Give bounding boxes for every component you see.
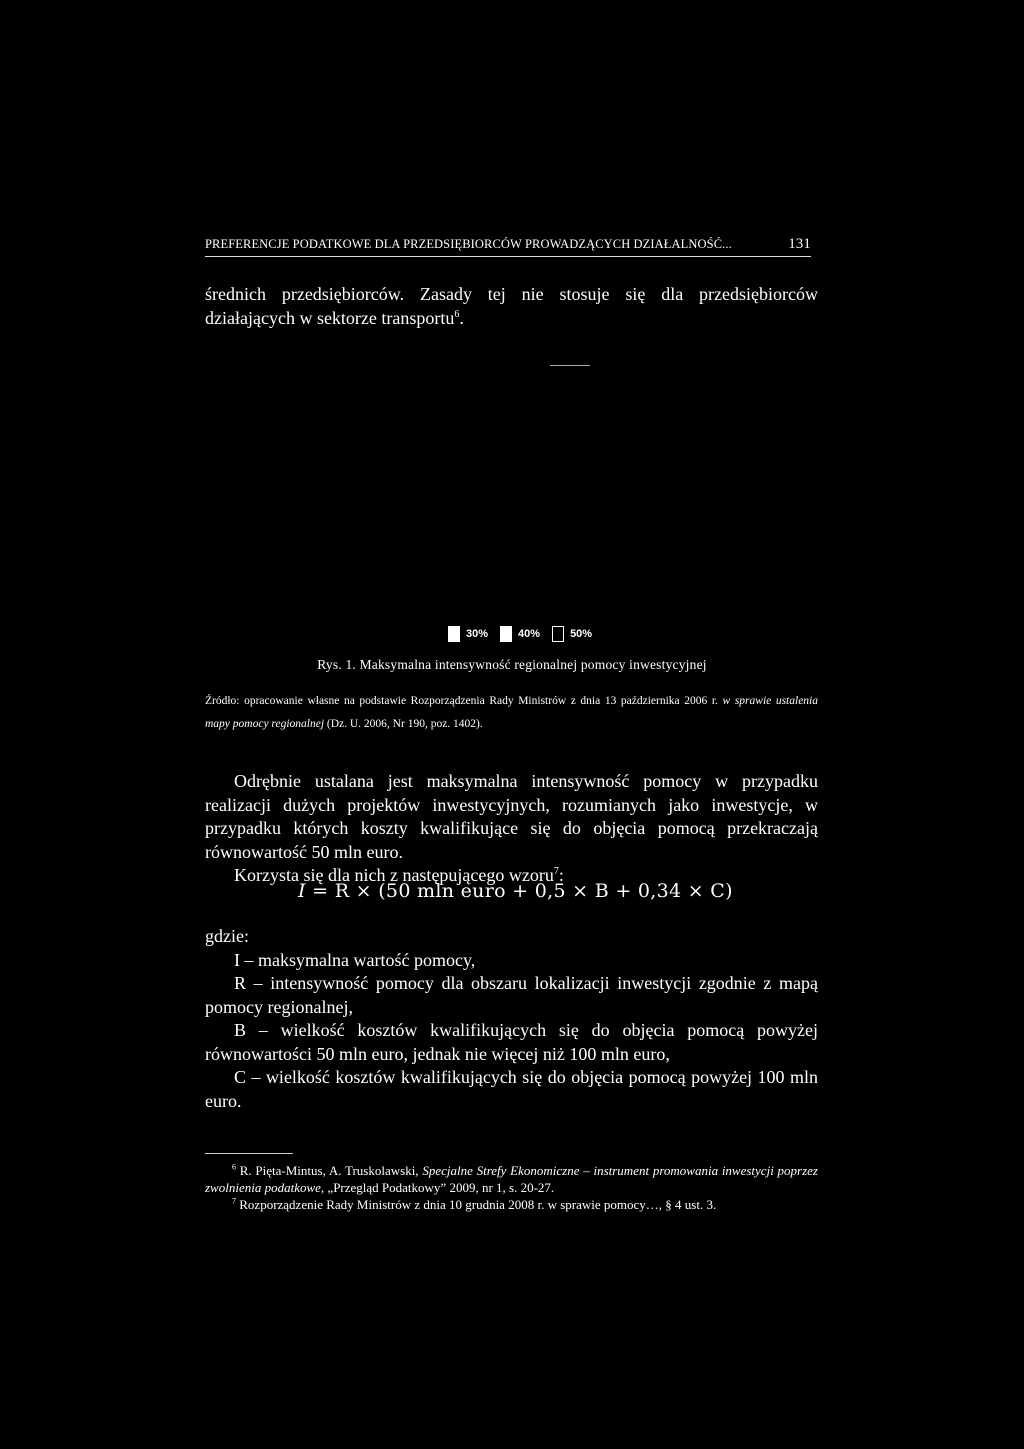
running-title: PREFERENCJE PODATKOWE DLA PRZEDSIĘBIORCÓW PROWADZĄCYCH DZIAŁALNOŚĆ... — [205, 237, 732, 251]
para2-end: : — [558, 865, 564, 885]
formula-rhs: = R × (50 mln euro + 0,5 × B + 0,34 × C) — [305, 880, 733, 902]
page-number: 131 — [788, 236, 811, 252]
legend-swatch-30 — [448, 626, 460, 642]
header-rule — [205, 256, 811, 257]
footnote-ref-6[interactable]: 6 — [454, 308, 460, 320]
intro-text: średnich przedsiębiorców. Zasady tej nie stosuje się dla przedsiębiorców działających w sektorze transportu — [205, 284, 818, 328]
footnote-number: 7 — [232, 1196, 236, 1206]
para2-text: Korzysta się dla nich z następującego wzoru — [234, 865, 554, 885]
intro-end: . — [459, 307, 464, 328]
formula-lhs: I — [298, 880, 306, 902]
body-paragraph-1: Odrębnie ustalana jest maksymalna intensywność pomocy w przypadku realizacji dużych projektów inwestycyjnych, rozumianych jako inwestycje, w przypadku których koszty kwalifikujące się do objęcia pomocą przekraczają równowartość 50 mln euro. — [205, 771, 818, 862]
running-header — [205, 236, 811, 253]
footnote-end: , „Przegląd Podatkowy” 2009, nr 1, s. 20-27. — [320, 1180, 555, 1195]
footnotes — [205, 1162, 818, 1213]
formula — [298, 880, 733, 902]
body-text — [205, 770, 818, 888]
definition-item: B – wielkość kosztów kwalifikujących się do objęcia pomocą powyżej równowartości 50 mln euro, jednak nie więcej niż 100 mln euro, — [205, 1020, 818, 1064]
definition-item: C – wielkość kosztów kwalifikujących się do objęcia pomocą powyżej 100 mln euro. — [205, 1067, 818, 1111]
definitions — [205, 925, 818, 1113]
figure-caption: Rys. 1. Maksymalna intensywność regionalnej pomocy inwestycyjnej — [317, 657, 707, 672]
source-end: (Dz. U. 2006, Nr 190, poz. 1402). — [324, 718, 483, 730]
footnote-number: 6 — [232, 1162, 236, 1172]
footnote-text: Rozporządzenie Rady Ministrów z dnia 10 grudnia 2008 r. w sprawie pomocy…, § 4 ust. 3. — [236, 1197, 717, 1212]
definitions-intro: gdzie: — [205, 926, 249, 946]
legend-label-30: 30% — [466, 628, 489, 640]
definition-item: R – intensywność pomocy dla obszaru lokalizacji inwestycji zgodnie z mapą pomocy regionalnej, — [205, 973, 818, 1017]
figure-source — [205, 690, 818, 736]
footnote-title: Specjalne Strefy Ekonomiczne – instrument promowania inwestycji poprzez zwolnienia podatkowe — [205, 1163, 818, 1195]
source-title: w sprawie ustalenia mapy pomocy regionalnej — [205, 695, 819, 730]
footnote-ref-7[interactable]: 7 — [553, 866, 559, 877]
legend-label-50: 50% — [570, 628, 593, 640]
footnote-7 — [205, 1196, 818, 1213]
intro-paragraph — [205, 283, 818, 330]
footnote-rule — [205, 1153, 293, 1154]
source-text: Źródło: opracowanie własne na podstawie Rozporządzenia Rady Ministrów z dnia 13 października 2006 r. — [205, 695, 723, 707]
figure-map-placeholder — [550, 365, 590, 366]
footnote-text: R. Pięta-Mintus, A. Truskolawski, — [236, 1163, 423, 1178]
legend-label-40: 40% — [518, 628, 541, 640]
legend-swatch-50 — [552, 626, 564, 642]
footnote-6 — [205, 1162, 818, 1196]
legend-swatch-40 — [500, 626, 512, 642]
figure-legend — [448, 626, 598, 642]
definition-item: I – maksymalna wartość pomocy, — [234, 949, 476, 970]
